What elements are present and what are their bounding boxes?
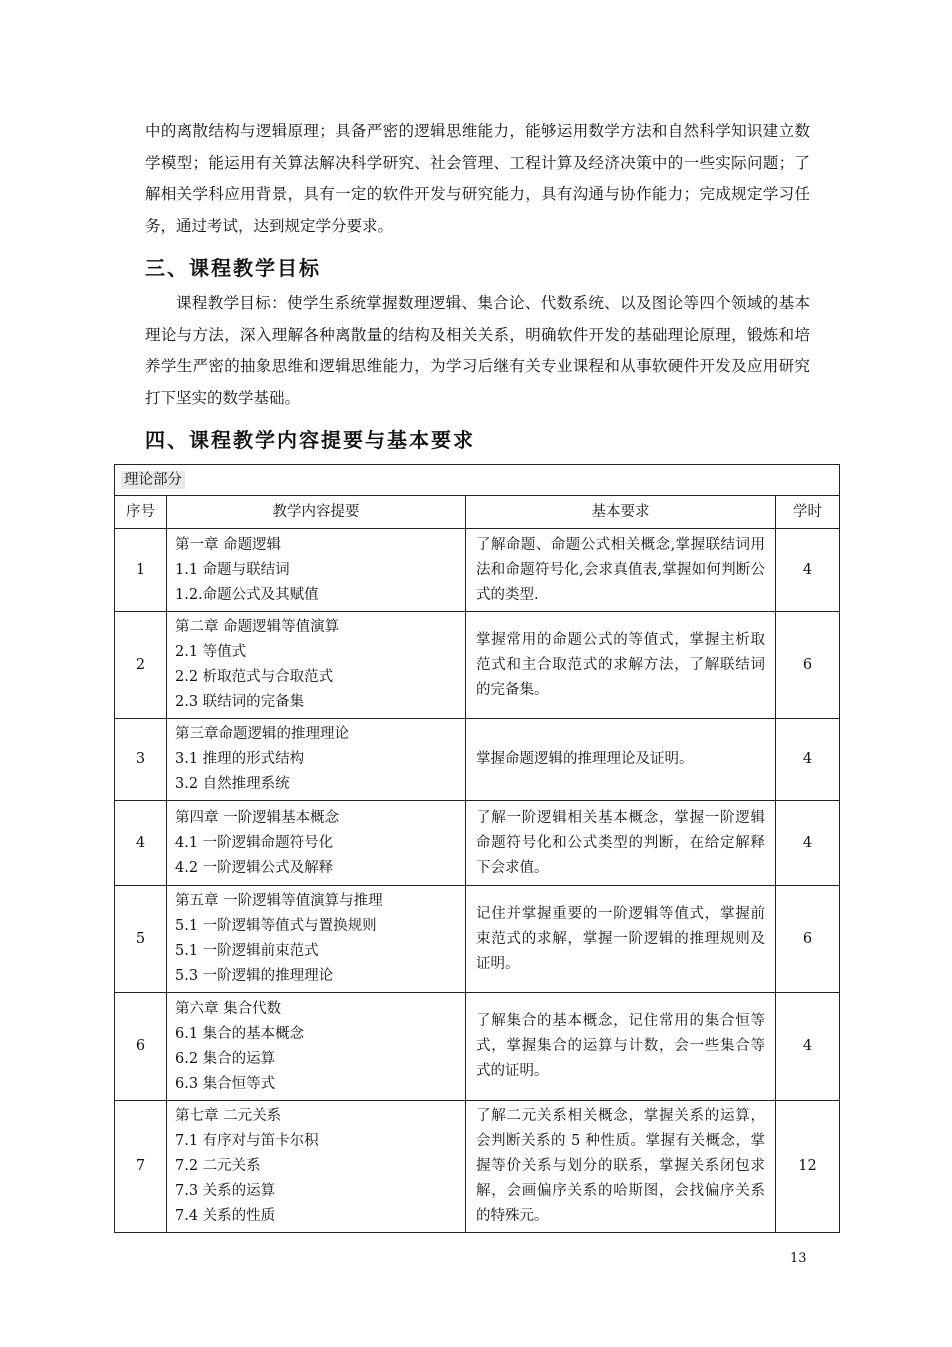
content-line: 3.1 推理的形式结构 (175, 751, 305, 767)
content-line: 第六章 集合代数 (175, 1000, 282, 1017)
content-line: 7.1 有序对与笛卡尔积 (175, 1133, 319, 1149)
row-hours: 6 (776, 886, 840, 993)
row-requirement: 了解一阶逻辑相关基本概念，掌握一阶逻辑命题符号化和公式类型的判断，在给定解释下会求值。 (466, 801, 776, 886)
content-line: 1.2.命题公式及其赋值 (175, 586, 319, 603)
content-line: 7.3 关系的运算 (175, 1183, 276, 1199)
table-row (115, 529, 840, 612)
content-line: 5.1 一阶逻辑等值式与置换规则 (175, 918, 377, 934)
row-content (167, 1101, 466, 1233)
intro-paragraph: 中的离散结构与逻辑原理；具备严密的逻辑思维能力，能够运用数学方法和自然科学知识建立数学模型；能运用有关算法解决科学研究、社会管理、工程计算及经济决策中的一些实际问题；了解相关学科应用背景，具有一定的软件开发与研究能力，具有沟通与协作能力；完成规定学习任务，通过考试，达到规定学分要求。 (145, 122, 810, 235)
content-line: 2.2 析取范式与合取范式 (175, 669, 334, 685)
row-content (167, 801, 466, 886)
row-number: 7 (115, 1101, 167, 1233)
row-hours: 4 (776, 993, 840, 1101)
row-number: 5 (115, 886, 167, 993)
row-number: 4 (115, 801, 167, 886)
table-row (115, 886, 840, 993)
table-header-row (115, 496, 840, 529)
header-content: 教学内容提要 (167, 496, 466, 529)
row-requirement: 了解命题、命题公式相关概念,掌握联结词用法和命题符号化,会求真值表,掌握如何判断公式的类型. (466, 529, 776, 612)
content-line: 3.2 自然推理系统 (175, 776, 290, 792)
content-line: 5.1 一阶逻辑前束范式 (175, 943, 319, 959)
content-line: 第五章 一阶逻辑等值演算与推理 (175, 893, 383, 909)
objectives-paragraph: 课程教学目标：使学生系统掌握数理逻辑、集合论、代数系统、以及图论等四个领域的基本理论与方法，深入理解各种离散量的结构及相关关系，明确软件开发的基础理论原理，锻炼和培养学生严密的抽象思维和逻辑思维能力，为学习后继有关专业课程和从事软硬件开发及应用研究打下坚实的数学基础。 (145, 294, 810, 407)
row-number: 2 (115, 612, 167, 719)
row-hours: 4 (776, 529, 840, 612)
content-line: 1.1 命题与联结词 (175, 561, 290, 578)
row-requirement: 记住并掌握重要的一阶逻辑等值式，掌握前束范式的求解，掌握一阶逻辑的推理规则及证明。 (466, 886, 776, 993)
table-row (115, 612, 840, 719)
row-requirement: 掌握常用的命题公式的等值式，掌握主析取范式和主合取范式的求解方法，了解联结词的完备集。 (466, 612, 776, 719)
content-line: 第四章 一阶逻辑基本概念 (175, 809, 340, 826)
row-requirement: 掌握命题逻辑的推理理论及证明。 (466, 719, 776, 801)
content-line: 4.1 一阶逻辑命题符号化 (175, 834, 334, 851)
row-hours: 6 (776, 612, 840, 719)
section-cell (115, 465, 840, 496)
table-section-row (115, 465, 840, 496)
content-line: 6.2 集合的运算 (175, 1050, 276, 1067)
content-line: 第一章 命题逻辑 (175, 536, 282, 553)
content-line: 6.1 集合的基本概念 (175, 1025, 305, 1042)
table-row (115, 1101, 840, 1233)
row-number: 3 (115, 719, 167, 801)
content-line: 7.2 二元关系 (175, 1158, 261, 1174)
row-content (167, 993, 466, 1101)
row-hours: 12 (776, 1101, 840, 1233)
header-no: 序号 (115, 496, 167, 529)
content-line: 4.2 一阶逻辑公式及解释 (175, 859, 334, 876)
section-label: 理论部分 (121, 471, 185, 489)
section-heading-teaching-objectives: 三、课程教学目标 (145, 256, 321, 280)
page-number: 13 (790, 1251, 807, 1266)
header-requirement: 基本要求 (466, 496, 776, 529)
content-line: 2.3 联结词的完备集 (175, 694, 305, 710)
row-hours: 4 (776, 801, 840, 886)
content-line: 7.4 关系的性质 (175, 1208, 276, 1224)
row-number: 1 (115, 529, 167, 612)
row-number: 6 (115, 993, 167, 1101)
row-requirement: 了解集合的基本概念，记住常用的集合恒等式，掌握集合的运算与计数，会一些集合等式的证明。 (466, 993, 776, 1101)
header-hours: 学时 (776, 496, 840, 529)
row-content (167, 529, 466, 612)
row-content (167, 886, 466, 993)
content-line: 第三章命题逻辑的推理理论 (175, 726, 349, 742)
row-hours: 4 (776, 719, 840, 801)
section-heading-teaching-content: 四、课程教学内容提要与基本要求 (145, 428, 475, 452)
row-content (167, 612, 466, 719)
table-row (115, 993, 840, 1101)
content-line: 5.3 一阶逻辑的推理理论 (175, 968, 334, 984)
course-content-table (114, 464, 840, 1233)
table-row (115, 801, 840, 886)
table-row (115, 719, 840, 801)
content-line: 2.1 等值式 (175, 644, 247, 660)
row-content (167, 719, 466, 801)
content-line: 第二章 命题逻辑等值演算 (175, 619, 340, 635)
content-line: 第七章 二元关系 (175, 1108, 282, 1124)
content-line: 6.3 集合恒等式 (175, 1075, 276, 1092)
row-requirement: 了解二元关系相关概念，掌握关系的运算，会判断关系的 5 种性质。掌握有关概念，掌握等价关系与划分的联系，掌握关系闭包求解，会画偏序关系的哈斯图，会找偏序关系的特殊元。 (466, 1101, 776, 1233)
